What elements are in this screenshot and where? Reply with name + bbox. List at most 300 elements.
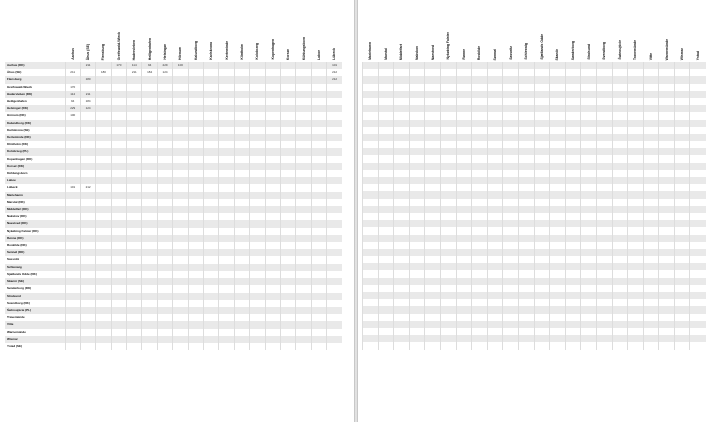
distance-cell <box>643 84 659 91</box>
distance-cell <box>425 227 441 234</box>
distance-cell <box>472 177 488 184</box>
distance-cell <box>65 213 80 220</box>
distance-cell <box>674 242 690 249</box>
distance-cell <box>363 84 379 91</box>
distance-cell <box>265 134 280 141</box>
distance-cell <box>394 163 410 170</box>
distance-cell <box>596 249 612 256</box>
distance-cell <box>456 141 472 148</box>
distance-cell <box>219 249 234 256</box>
distance-cell <box>363 263 379 270</box>
distance-cell <box>378 335 394 342</box>
distance-cell <box>659 127 675 134</box>
distance-cell <box>265 314 280 321</box>
distance-cell: 101 <box>327 62 342 69</box>
distance-cell <box>503 299 519 306</box>
distance-cell <box>204 170 219 177</box>
distance-cell <box>296 307 311 314</box>
distance-cell <box>378 263 394 270</box>
distance-cell <box>296 206 311 213</box>
distance-cell <box>690 105 706 112</box>
column-header-label: Nykøbing Falster <box>446 32 451 60</box>
row-label: Lübeck <box>5 184 65 191</box>
distance-cell <box>157 249 172 256</box>
distance-cell <box>565 206 581 213</box>
distance-cell <box>157 98 172 105</box>
column-header-label: Greifswald-Wieck <box>116 31 121 60</box>
distance-cell <box>643 127 659 134</box>
distance-cell <box>296 199 311 206</box>
distance-cell <box>612 184 628 191</box>
distance-cell <box>659 285 675 292</box>
distance-cell <box>456 127 472 134</box>
distance-cell <box>503 98 519 105</box>
distance-cell <box>394 206 410 213</box>
distance-cell <box>440 69 456 76</box>
distance-cell <box>534 213 550 220</box>
row-label: Rønne (DK) <box>5 235 65 242</box>
distance-cell <box>550 98 566 105</box>
distance-cell <box>612 98 628 105</box>
table-row <box>5 329 342 336</box>
distance-cell <box>173 120 188 127</box>
distance-cell <box>456 235 472 242</box>
row-label: Greifswald-Wieck <box>5 84 65 91</box>
distance-cell <box>440 278 456 285</box>
distance-cell <box>581 278 597 285</box>
distance-cell <box>628 191 644 198</box>
distance-cell <box>219 285 234 292</box>
distance-cell <box>503 220 519 227</box>
column-header-label: Skanör <box>555 48 560 60</box>
distance-cell <box>440 163 456 170</box>
distance-cell <box>440 220 456 227</box>
distance-cell <box>534 199 550 206</box>
distance-cell: 124 <box>80 105 95 112</box>
distance-cell <box>518 127 534 134</box>
distance-cell <box>157 170 172 177</box>
column-header <box>659 14 675 62</box>
distance-cell <box>65 256 80 263</box>
table-row <box>5 148 342 155</box>
distance-cell <box>581 227 597 234</box>
distance-cell <box>250 199 265 206</box>
distance-cell <box>280 235 295 242</box>
row-label: Åhus (SE) <box>5 69 65 76</box>
distance-cell <box>487 306 503 313</box>
table-row <box>5 228 342 235</box>
distance-cell <box>534 84 550 91</box>
distance-cell <box>219 220 234 227</box>
distance-cell <box>65 206 80 213</box>
distance-cell <box>596 220 612 227</box>
distance-cell <box>265 285 280 292</box>
distance-cell <box>674 62 690 69</box>
left-page <box>0 0 354 422</box>
distance-cell: 184 <box>80 98 95 105</box>
distance-cell <box>311 127 326 134</box>
distance-cell <box>425 242 441 249</box>
distance-cell <box>487 177 503 184</box>
distance-cell <box>204 69 219 76</box>
distance-cell <box>311 192 326 199</box>
distance-cell <box>127 321 142 328</box>
distance-cell <box>80 127 95 134</box>
distance-cell <box>690 76 706 83</box>
distance-cell <box>659 76 675 83</box>
distance-cell <box>581 249 597 256</box>
distance-cell <box>581 148 597 155</box>
distance-cell <box>674 98 690 105</box>
distance-cell <box>250 256 265 263</box>
distance-cell <box>96 184 111 191</box>
distance-cell <box>188 271 203 278</box>
table-row <box>5 177 342 184</box>
distance-cell <box>173 84 188 91</box>
distance-cell <box>472 127 488 134</box>
distance-cell <box>378 278 394 285</box>
distance-cell: 211 <box>65 69 80 76</box>
distance-cell <box>157 329 172 336</box>
row-label: Stralsund <box>5 293 65 300</box>
distance-cell <box>65 170 80 177</box>
distance-cell <box>378 184 394 191</box>
distance-cell <box>111 314 126 321</box>
distance-cell <box>659 69 675 76</box>
distance-cell <box>265 112 280 119</box>
column-header-label: Schleswig <box>524 43 529 60</box>
distance-cell <box>296 98 311 105</box>
distance-cell <box>204 329 219 336</box>
distance-cell <box>157 307 172 314</box>
distance-cell <box>612 270 628 277</box>
distance-cell <box>628 141 644 148</box>
distance-cell <box>425 134 441 141</box>
distance-cell <box>628 292 644 299</box>
distance-cell <box>409 335 425 342</box>
distance-cell <box>265 184 280 191</box>
distance-cell <box>628 62 644 69</box>
distance-cell <box>628 177 644 184</box>
distance-cell <box>534 127 550 134</box>
column-header <box>456 14 472 62</box>
distance-cell <box>565 235 581 242</box>
distance-cell <box>550 256 566 263</box>
distance-cell <box>659 213 675 220</box>
distance-cell <box>327 228 342 235</box>
distance-cell <box>456 256 472 263</box>
distance-cell <box>581 206 597 213</box>
distance-cell <box>250 278 265 285</box>
row-label: Roskilde (DK) <box>5 242 65 249</box>
distance-cell: 180 <box>96 69 111 76</box>
distance-cell <box>456 342 472 349</box>
table-row <box>363 270 706 277</box>
distance-cell <box>219 256 234 263</box>
distance-cell <box>425 91 441 98</box>
distance-cell <box>250 184 265 191</box>
distance-cell <box>659 134 675 141</box>
distance-cell <box>65 285 80 292</box>
distance-cell <box>296 235 311 242</box>
distance-cell <box>643 285 659 292</box>
distance-cell <box>378 270 394 277</box>
distance-cell <box>394 263 410 270</box>
distance-cell <box>487 321 503 328</box>
distance-cell <box>363 134 379 141</box>
distance-cell <box>234 120 249 127</box>
distance-cell <box>111 293 126 300</box>
distance-cell <box>518 321 534 328</box>
distance-cell <box>96 163 111 170</box>
distance-cell <box>219 148 234 155</box>
distance-cell <box>157 271 172 278</box>
distance-cell <box>363 62 379 69</box>
distance-cell <box>327 206 342 213</box>
distance-cell <box>96 336 111 343</box>
column-header <box>96 14 111 62</box>
distance-cell <box>250 285 265 292</box>
distance-cell <box>628 328 644 335</box>
distance-cell <box>596 342 612 349</box>
distance-cell <box>581 270 597 277</box>
distance-cell <box>674 69 690 76</box>
distance-cell <box>674 285 690 292</box>
distance-cell <box>472 314 488 321</box>
distance-cell <box>111 105 126 112</box>
distance-cell <box>550 299 566 306</box>
distance-cell <box>363 127 379 134</box>
column-header <box>142 14 157 62</box>
distance-cell <box>363 163 379 170</box>
distance-cell <box>472 227 488 234</box>
row-label: Travemünde <box>5 314 65 321</box>
distance-cell <box>394 292 410 299</box>
distance-cell <box>643 148 659 155</box>
distance-cell <box>612 256 628 263</box>
distance-cell <box>534 69 550 76</box>
distance-cell <box>204 264 219 271</box>
distance-cell <box>80 293 95 300</box>
distance-cell <box>659 342 675 349</box>
distance-cell <box>219 120 234 127</box>
distance-cell <box>296 163 311 170</box>
distance-cell <box>265 84 280 91</box>
distance-cell <box>472 112 488 119</box>
distance-cell <box>628 213 644 220</box>
distance-cell <box>311 249 326 256</box>
table-row <box>363 91 706 98</box>
distance-cell <box>296 278 311 285</box>
distance-cell <box>296 170 311 177</box>
distance-cell <box>550 314 566 321</box>
distance-cell <box>612 235 628 242</box>
distance-cell <box>363 321 379 328</box>
distance-cell <box>425 199 441 206</box>
column-header <box>550 14 566 62</box>
distance-cell <box>311 228 326 235</box>
table-row <box>363 98 706 105</box>
distance-cell <box>188 199 203 206</box>
table-row <box>5 235 342 242</box>
distance-cell <box>659 249 675 256</box>
distance-cell <box>472 84 488 91</box>
distance-cell <box>96 228 111 235</box>
distance-cell <box>487 184 503 191</box>
distance-cell <box>111 141 126 148</box>
distance-cell <box>311 163 326 170</box>
column-header <box>612 14 628 62</box>
distance-cell <box>394 98 410 105</box>
distance-cell <box>643 220 659 227</box>
distance-cell <box>674 213 690 220</box>
distance-cell <box>643 321 659 328</box>
distance-cell <box>65 228 80 235</box>
distance-cell <box>311 321 326 328</box>
distance-cell <box>487 199 503 206</box>
distance-cell <box>142 256 157 263</box>
distance-cell <box>363 235 379 242</box>
distance-cell <box>311 105 326 112</box>
table-row <box>363 155 706 162</box>
distance-cell <box>518 148 534 155</box>
distance-cell <box>440 76 456 83</box>
distance-cell <box>456 227 472 234</box>
distance-cell <box>503 184 519 191</box>
distance-cell <box>80 148 95 155</box>
distance-cell <box>534 335 550 342</box>
distance-cell <box>378 112 394 119</box>
distance-cell <box>142 213 157 220</box>
distance-cell <box>280 148 295 155</box>
distance-cell <box>127 98 142 105</box>
distance-cell <box>234 98 249 105</box>
distance-cell <box>250 242 265 249</box>
distance-cell <box>643 62 659 69</box>
row-label: Karlskrona (SE) <box>5 127 65 134</box>
distance-cell <box>250 192 265 199</box>
distance-cell <box>378 191 394 198</box>
distance-cell <box>425 69 441 76</box>
table-row <box>5 321 342 328</box>
distance-cell <box>425 249 441 256</box>
distance-cell <box>311 177 326 184</box>
distance-cell <box>327 127 342 134</box>
distance-cell <box>234 285 249 292</box>
distance-cell <box>518 249 534 256</box>
distance-cell <box>596 191 612 198</box>
distance-cell <box>173 220 188 227</box>
table-row <box>5 300 342 307</box>
distance-cell <box>534 278 550 285</box>
distance-cell <box>250 206 265 213</box>
distance-cell <box>204 134 219 141</box>
distance-cell <box>234 249 249 256</box>
distance-cell <box>80 336 95 343</box>
distance-cell <box>65 127 80 134</box>
distance-cell <box>311 278 326 285</box>
distance-cell <box>219 199 234 206</box>
distance-cell <box>425 177 441 184</box>
distance-cell <box>550 170 566 177</box>
distance-cell: 94 <box>65 98 80 105</box>
distance-cell: 184 <box>142 69 157 76</box>
distance-cell <box>440 170 456 177</box>
distance-cell <box>142 91 157 98</box>
column-header-label: Sønnøl <box>493 48 498 60</box>
distance-cell <box>394 335 410 342</box>
distance-cell <box>96 141 111 148</box>
distance-cell <box>394 155 410 162</box>
distance-cell <box>550 321 566 328</box>
distance-cell <box>65 120 80 127</box>
distance-cell <box>378 76 394 83</box>
distance-cell <box>487 127 503 134</box>
distance-cell <box>363 148 379 155</box>
distance-cell <box>534 155 550 162</box>
distance-cell <box>394 120 410 127</box>
distance-cell <box>296 91 311 98</box>
distance-cell <box>127 120 142 127</box>
distance-cell <box>127 148 142 155</box>
distance-cell <box>204 192 219 199</box>
distance-cell <box>456 199 472 206</box>
distance-cell <box>628 199 644 206</box>
distance-cell <box>157 177 172 184</box>
distance-cell <box>550 285 566 292</box>
distance-cell <box>127 177 142 184</box>
distance-cell <box>518 242 534 249</box>
distance-cell <box>234 213 249 220</box>
distance-cell <box>127 256 142 263</box>
distance-cell <box>518 256 534 263</box>
distance-cell <box>127 112 142 119</box>
table-row <box>363 299 706 306</box>
distance-cell <box>204 148 219 155</box>
distance-cell <box>142 285 157 292</box>
distance-cell <box>280 120 295 127</box>
distance-cell <box>250 76 265 83</box>
distance-cell <box>550 278 566 285</box>
distance-cell <box>643 134 659 141</box>
distance-cell <box>188 105 203 112</box>
distance-cell <box>394 184 410 191</box>
distance-cell <box>409 91 425 98</box>
distance-cell <box>674 84 690 91</box>
distance-cell <box>394 177 410 184</box>
distance-cell <box>472 242 488 249</box>
table-row <box>5 127 342 134</box>
distance-cell <box>80 112 95 119</box>
distance-cell <box>219 329 234 336</box>
distance-cell <box>296 105 311 112</box>
distance-cell <box>659 206 675 213</box>
column-header-label: Flensburg <box>101 43 106 60</box>
distance-cell <box>565 292 581 299</box>
distance-cell <box>674 184 690 191</box>
distance-cell <box>265 163 280 170</box>
distance-cell <box>674 321 690 328</box>
distance-cell <box>173 141 188 148</box>
distance-cell <box>456 206 472 213</box>
distance-cell <box>409 127 425 134</box>
distance-cell <box>204 91 219 98</box>
distance-cell <box>690 163 706 170</box>
distance-cell <box>265 343 280 350</box>
distance-cell <box>80 300 95 307</box>
distance-cell <box>65 300 80 307</box>
distance-cell <box>503 163 519 170</box>
